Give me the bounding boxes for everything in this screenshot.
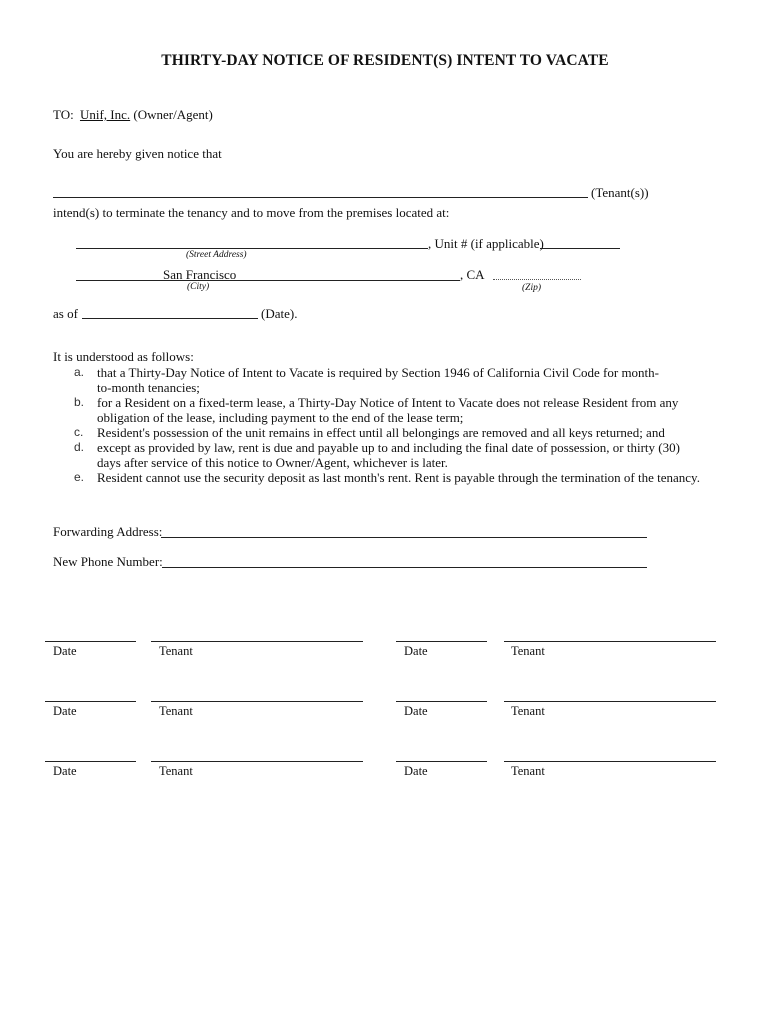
signature-tenant-field[interactable] bbox=[151, 641, 363, 642]
item-c-line-1: Resident's possession of the unit remains in effect until all belongings are removed and all keys returned; and bbox=[97, 425, 665, 440]
unit-label: , Unit # (if applicable) bbox=[428, 236, 544, 251]
item-a-line-2: to-month tenancies; bbox=[97, 380, 200, 395]
phone-number-label: New Phone Number: bbox=[53, 554, 163, 569]
signature-tenant-label: Tenant bbox=[511, 764, 545, 778]
vacate-date-field[interactable] bbox=[82, 318, 258, 319]
to-line bbox=[53, 107, 213, 123]
street-address-caption: (Street Address) bbox=[186, 250, 247, 260]
signature-date-label: Date bbox=[404, 644, 428, 658]
signature-tenant-label: Tenant bbox=[159, 704, 193, 718]
understood-heading: It is understood as follows: bbox=[53, 349, 194, 364]
signature-date-field[interactable] bbox=[396, 761, 487, 762]
item-d-line-1: except as provided by law, rent is due and payable up to and including the final date of possession, or thirty (30) bbox=[97, 440, 680, 455]
signature-tenant-label: Tenant bbox=[511, 704, 545, 718]
zip-caption: (Zip) bbox=[522, 283, 541, 293]
signature-date-field[interactable] bbox=[45, 701, 136, 702]
signature-date-field[interactable] bbox=[396, 701, 487, 702]
item-a-line-1: that a Thirty-Day Notice of Intent to Vacate is required by Section 1946 of California Civil Code for month- bbox=[97, 365, 659, 380]
forwarding-address-field[interactable] bbox=[161, 537, 647, 538]
zip-field[interactable] bbox=[493, 279, 581, 280]
document-title: THIRTY-DAY NOTICE OF RESIDENT(S) INTENT TO VACATE bbox=[161, 52, 609, 69]
item-marker-c: c. bbox=[74, 425, 84, 439]
item-d-line-2: days after service of this notice to Owner/Agent, whichever is later. bbox=[97, 455, 448, 470]
tenant-caption: (Tenant(s)) bbox=[591, 185, 649, 200]
to-label: TO: bbox=[53, 107, 74, 122]
signature-date-label: Date bbox=[404, 764, 428, 778]
owner-agent-caption: (Owner/Agent) bbox=[133, 107, 213, 122]
signature-date-label: Date bbox=[404, 704, 428, 718]
phone-number-field[interactable] bbox=[162, 567, 647, 568]
intend-statement: intend(s) to terminate the tenancy and to move from the premises located at: bbox=[53, 205, 450, 220]
signature-tenant-field[interactable] bbox=[504, 641, 716, 642]
forwarding-address-label: Forwarding Address: bbox=[53, 524, 163, 539]
item-b-line-2: obligation of the lease, including payment to the end of the lease term; bbox=[97, 410, 464, 425]
signature-tenant-label: Tenant bbox=[159, 764, 193, 778]
as-of-label: as of bbox=[53, 306, 78, 321]
signature-date-label: Date bbox=[53, 644, 77, 658]
signature-date-label: Date bbox=[53, 704, 77, 718]
signature-date-label: Date bbox=[53, 764, 77, 778]
signature-tenant-label: Tenant bbox=[511, 644, 545, 658]
item-b-line-1: for a Resident on a fixed-term lease, a Thirty-Day Notice of Intent to Vacate does not release Resident from any bbox=[97, 395, 679, 410]
signature-date-field[interactable] bbox=[45, 641, 136, 642]
signature-tenant-field[interactable] bbox=[151, 701, 363, 702]
signature-tenant-field[interactable] bbox=[504, 761, 716, 762]
signature-tenant-field[interactable] bbox=[504, 701, 716, 702]
tenant-name-field[interactable] bbox=[53, 197, 588, 198]
item-marker-e: e. bbox=[74, 470, 85, 484]
street-address-field[interactable] bbox=[76, 248, 428, 249]
signature-tenant-label: Tenant bbox=[159, 644, 193, 658]
item-marker-a: a. bbox=[74, 365, 85, 379]
item-marker-b: b. bbox=[74, 395, 85, 409]
item-marker-d: d. bbox=[74, 440, 85, 454]
city-value: San Francisco bbox=[163, 267, 237, 282]
city-field[interactable] bbox=[76, 280, 460, 281]
city-caption: (City) bbox=[187, 282, 210, 292]
signature-tenant-field[interactable] bbox=[151, 761, 363, 762]
state-value: , CA bbox=[460, 267, 485, 282]
signature-date-field[interactable] bbox=[396, 641, 487, 642]
notice-intro: You are hereby given notice that bbox=[53, 146, 222, 161]
unit-number-field[interactable] bbox=[540, 248, 620, 249]
date-caption: (Date). bbox=[261, 306, 298, 321]
item-e-line-1: Resident cannot use the security deposit as last month's rent. Rent is payable through the termination of the tenancy. bbox=[97, 470, 700, 485]
owner-name: Unif, Inc. bbox=[79, 107, 131, 122]
signature-date-field[interactable] bbox=[45, 761, 136, 762]
